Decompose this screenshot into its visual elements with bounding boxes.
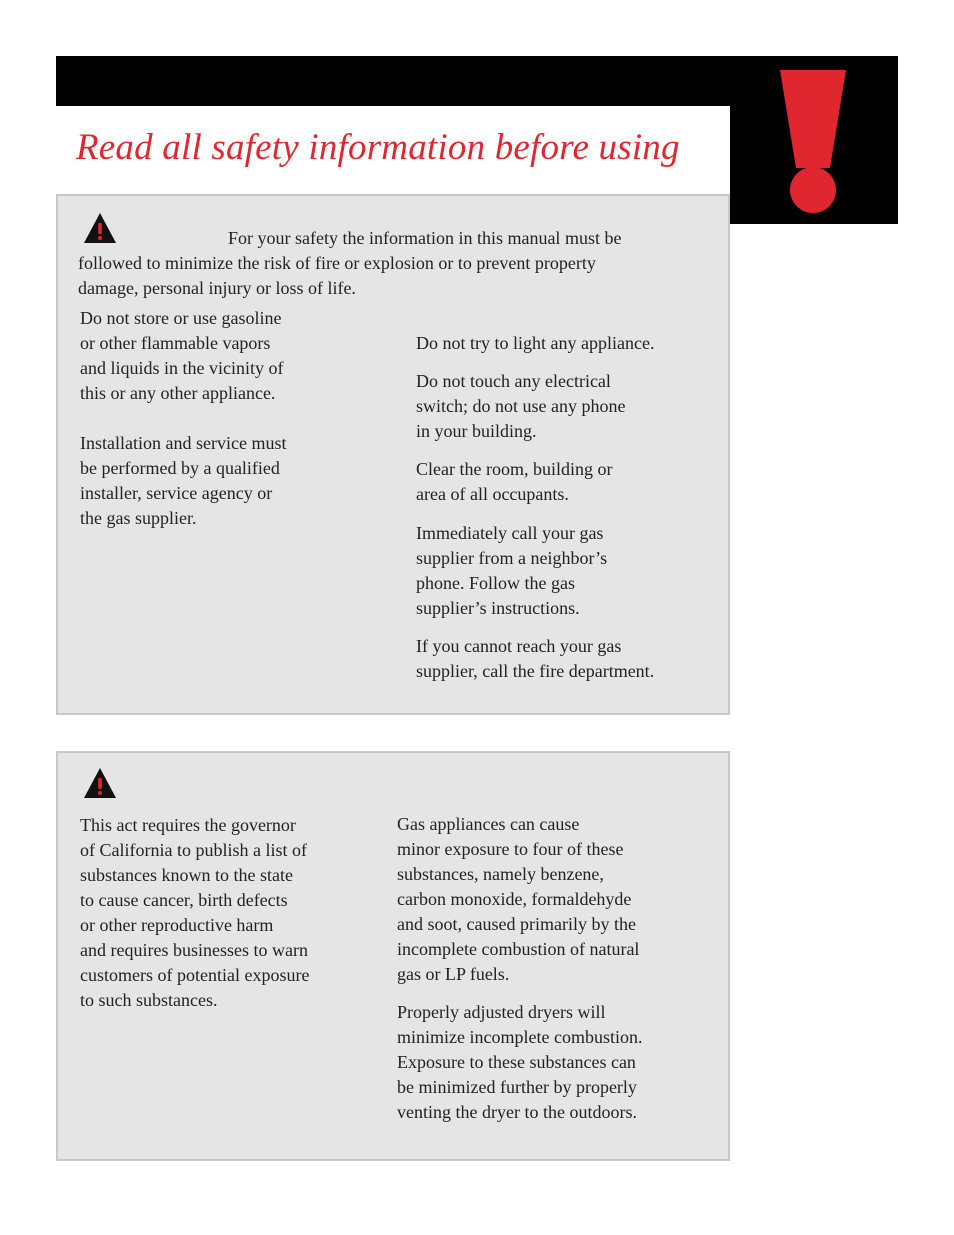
panel1-left-paragraph-2: Installation and service must be performed by a qualified installer, service agency or the gas supplier. <box>80 433 287 528</box>
page-title: Read all safety information before using <box>76 127 680 168</box>
panel1-right-paragraph-3: Clear the room, building or area of all occupants. <box>416 459 613 504</box>
panel1-intro: For your safety the information in this manual must be followed to minimize the risk of fire or explosion or to prevent property damage, personal injury or loss of life. <box>78 228 622 298</box>
warning-triangle-icon <box>83 767 117 799</box>
panel1-right-paragraph-5: If you cannot reach your gas supplier, call the fire department. <box>416 636 655 681</box>
exclamation-icon <box>780 68 846 216</box>
panel1-right-paragraph-4: Immediately call your gas supplier from a neighbor’s phone. Follow the gas supplier’s instructions. <box>416 523 608 618</box>
top-black-bar <box>56 56 898 106</box>
panel1-right-paragraph-2: Do not touch any electrical switch; do not use any phone in your building. <box>416 371 626 441</box>
panel2-right-paragraph-1: Gas appliances can cause minor exposure to four of these substances, namely benzene, carbon monoxide, formaldehyde and soot, caused primarily by the incomplete combustion of natural gas or LP fuels. <box>397 814 640 984</box>
panel2-right-paragraph-2: Properly adjusted dryers will minimize incomplete combustion. Exposure to these substances can be minimized further by properly venting the dryer to the outdoors. <box>397 1002 643 1122</box>
panel1-left-paragraph-1: Do not store or use gasoline or other flammable vapors and liquids in the vicinity of this or any other appliance. <box>80 308 284 403</box>
panel1-right-paragraph-1: Do not try to light any appliance. <box>416 333 655 353</box>
panel2-left-paragraph: This act requires the governor of California to publish a list of substances known to the state to cause cancer, birth defects or other reproductive harm and requires businesses to warn customers of potential exposure to such substances. <box>80 815 310 1010</box>
